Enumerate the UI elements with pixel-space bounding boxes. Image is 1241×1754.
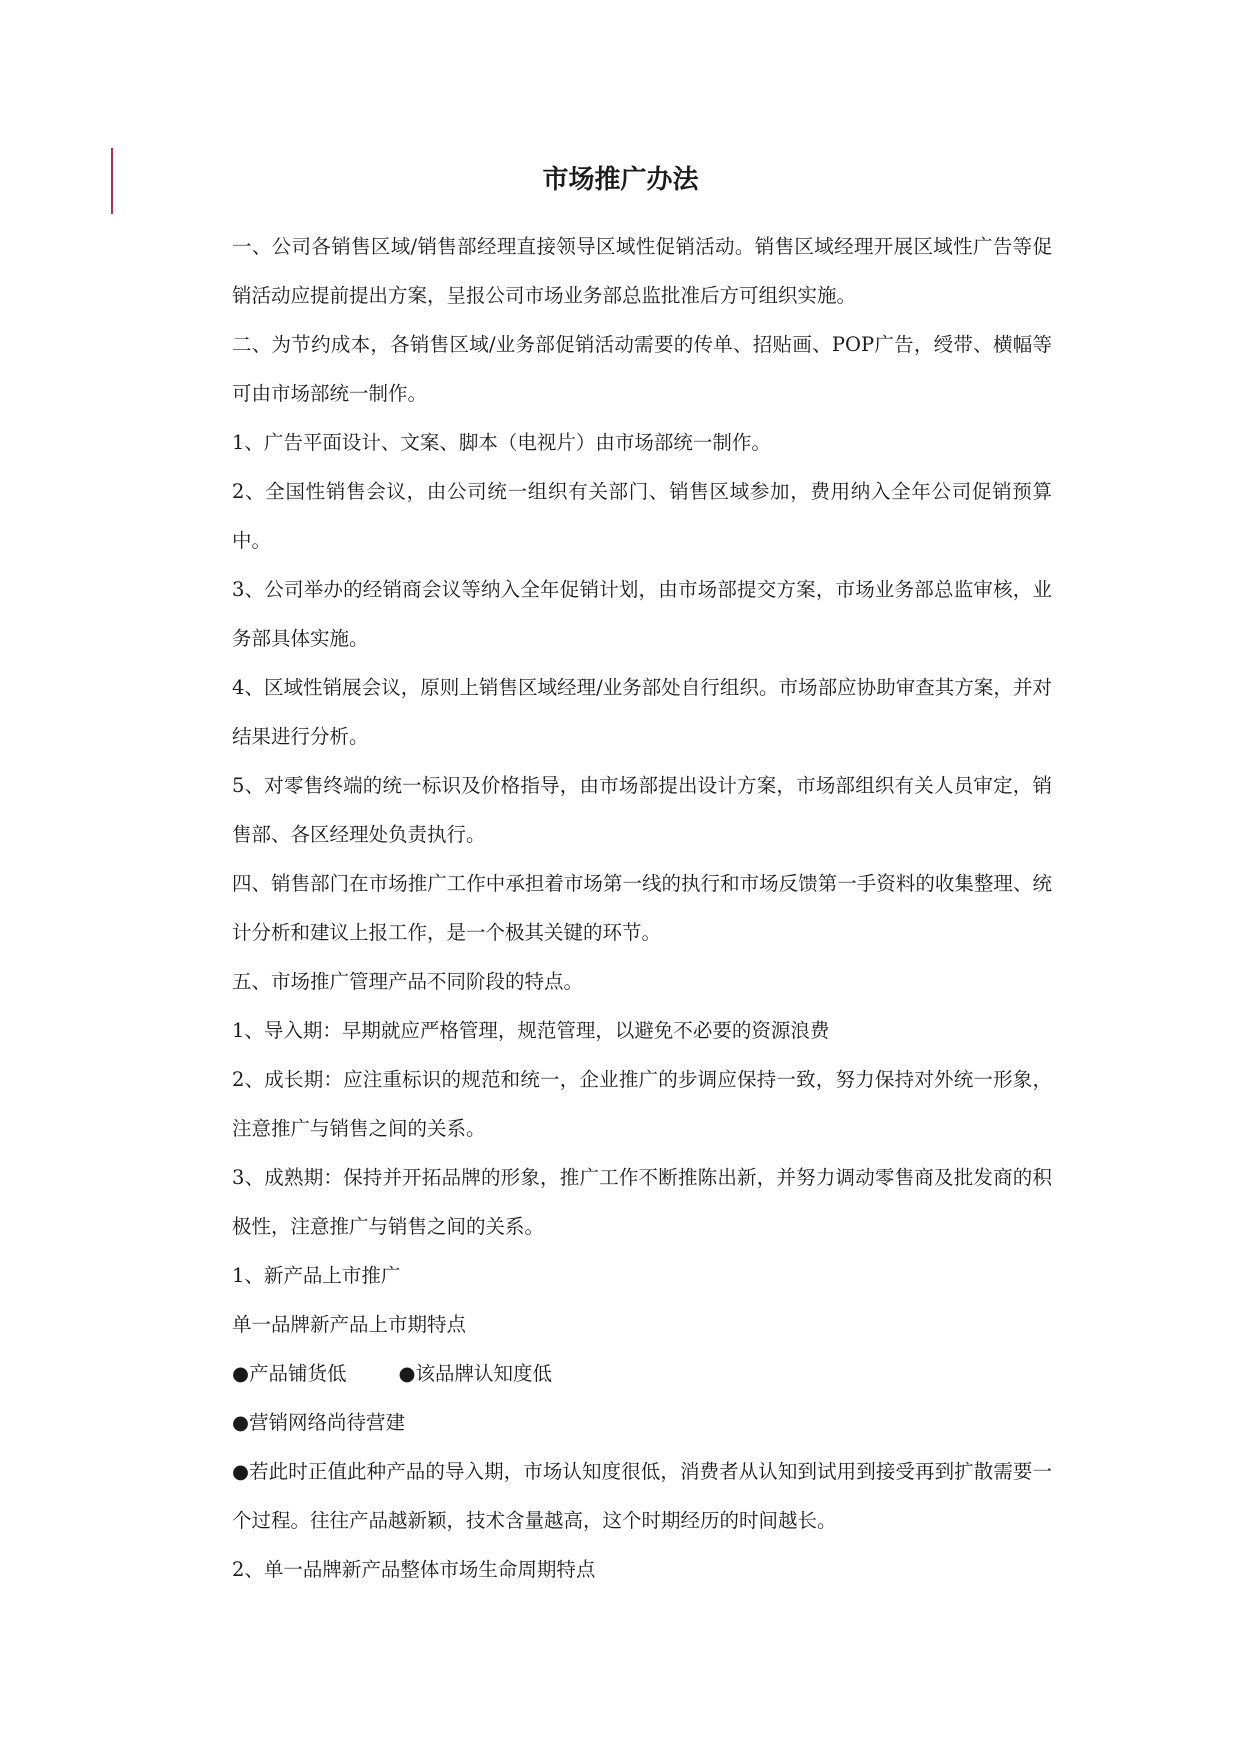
paragraph-4: 2、全国性销售会议，由公司统一组织有关部门、销售区域参加，费用纳入全年公司促销预算中。 xyxy=(232,480,1052,552)
paragraph-5: 3、公司举办的经销商会议等纳入全年促销计划，由市场部提交方案，市场业务部总监审核，业务部具体实施。 xyxy=(232,578,1052,650)
paragraph-10: 1、导入期：早期就应严格管理，规范管理，以避免不必要的资源浪费 xyxy=(232,1019,830,1042)
paragraph-12: 3、成熟期：保持并开拓品牌的形象，推广工作不断推陈出新，并努力调动零售商及批发商的积极性，注意推广与销售之间的关系。 xyxy=(232,1166,1052,1238)
paragraph-last: 2、单一品牌新产品整体市场生命周期特点 xyxy=(232,1558,596,1581)
bullet-item-stocking: ●产品铺货低 xyxy=(232,1362,347,1385)
bullet-row xyxy=(232,1349,1052,1398)
paragraph-8: 四、销售部门在市场推广工作中承担着市场第一线的执行和市场反馈第一手资料的收集整理、统计分析和建议上报工作，是一个极其关键的环节。 xyxy=(232,872,1052,944)
paragraph-13: 1、新产品上市推广 xyxy=(232,1264,401,1287)
paragraph-11: 2、成长期：应注重标识的规范和统一，企业推广的步调应保持一致，努力保持对外统一形象，注意推广与销售之间的关系。 xyxy=(232,1068,1052,1140)
bullet-item-introduction: ●若此时正值此种产品的导入期，市场认知度很低，消费者从认知到试用到接受再到扩散需要一个过程。往往产品越新颖，技术含量越高，这个时期经历的时间越长。 xyxy=(232,1460,1052,1532)
bullet-item-network: ●营销网络尚待营建 xyxy=(232,1411,406,1434)
paragraph-3: 1、广告平面设计、文案、脚本（电视片）由市场部统一制作。 xyxy=(232,431,771,454)
paragraph-2: 二、为节约成本，各销售区域/业务部促销活动需要的传单、招贴画、POP广告，绶带、横幅等可由市场部统一制作。 xyxy=(232,333,1052,405)
page-title: 市场推广办法 xyxy=(542,165,699,195)
paragraph-1: 一、公司各销售区域/销售部经理直接领导区域性促销活动。销售区域经理开展区域性广告等促销活动应提前提出方案，呈报公司市场业务部总监批准后方可组织实施。 xyxy=(232,235,1052,307)
paragraph-6: 4、区域性销展会议，原则上销售区域经理/业务部处自行组织。市场部应协助审查其方案，并对结果进行分析。 xyxy=(232,676,1052,748)
paragraph-14: 单一品牌新产品上市期特点 xyxy=(232,1313,467,1336)
paragraph-9: 五、市场推广管理产品不同阶段的特点。 xyxy=(232,970,584,993)
paragraph-7: 5、对零售终端的统一标识及价格指导，由市场部提出设计方案，市场部组织有关人员审定，销售部、各区经理处负责执行。 xyxy=(232,774,1052,846)
document-body xyxy=(232,222,1052,1594)
bullet-item-awareness: ●该品牌认知度低 xyxy=(398,1362,553,1385)
